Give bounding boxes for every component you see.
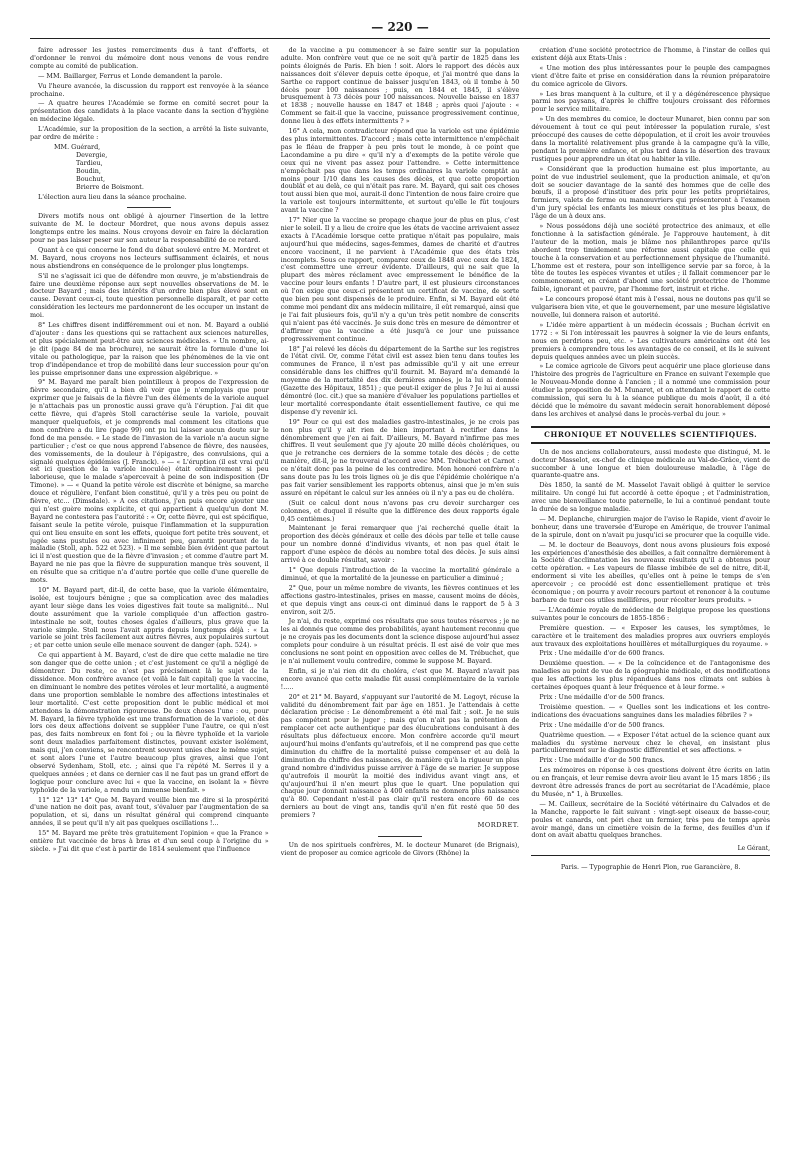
paragraph: (Suit ce calcul dont nous n'avons pas cru devoir surcharger ces colonnes, et duquel il résulte que la différence des deux rapports égale 0,45 centièmes.) bbox=[280, 498, 520, 523]
paragraph: « Une motion des plus intéressantes pour le peuple des campagnes vient d'être faite et prise en considération dans la réunion préparatoire du comice agricole de Givors. bbox=[531, 63, 771, 88]
paragraph: Un de nos spirituels confrères, M. le docteur Munaret (de Brignais), vient de proposer au comice agricole de Givors (Rhône) la bbox=[280, 841, 520, 857]
paragraph: Un de nos anciens collaborateurs, aussi modeste que distingué, M. le docteur Masselot, ex-chef de clinique médicale au Val-de-Grâce, vient de succomber à une longue et bien douloureuse maladie, à l'âge de quarante-quatre ans. bbox=[531, 447, 771, 480]
paragraph: » Considérant que la production humaine est plus importante, au point de vue industriel seulement, que la production animale, et qu'on doit se soucier davantage de la santé des hommes que de celle des bœufs, il a proposé d'instituer des prix pour les petits propriétaires, fermiers, valets de ferme ou manœuvriers qui présenteront à l'examen d'un jury spécial les enfants les mieux constitués et les plus beaux, de l'âge de un à deux ans. bbox=[531, 164, 771, 221]
paragraph: 18° J'ai relevé les décès du département de la Sarthe sur les registres de l'état civil. Or, comme l'état civil est assez bien tenu dans toutes les communes de France, il n'est pas admissible qu'il y ait une erreur considérable dans les chiffres qu'il fournit. M. Bayard m'a demandé la moyenne de la mortalité des dix dernières années, je la lui ai donnée (Gazette des Hôpitaux, 1851) ; que peut-il exiger de plus ? Je lui ai aussi démontré (loc. cit.) que sa manière d'évaluer les populations partielles et leur mortalité correspondante était essentiellement fautive, ce qui me dispense d'y revenir ici. bbox=[280, 344, 520, 416]
middle-column bbox=[281, 47, 520, 1117]
separator bbox=[127, 207, 171, 208]
paragraph: Deuxième question. — « De la coïncidence et de l'antagonisme des maladies au point de vue de la géographie médicale, et des modifications que les affections les plus répandues dans nos climats ont subies à certaines époques quant à leur fréquence et à leur forme. » bbox=[531, 659, 771, 692]
candidate: Brierre de Boismont. bbox=[76, 182, 144, 191]
paragraph: Enfin, si je n'ai rien dit du choléra, c'est que M. Bayard n'avait pas encore avancé que cette maladie fût aussi complémentaire de la variole !..... bbox=[280, 666, 520, 691]
paragraph: 11° 12° 13° 14° Que M. Bayard veuille bien me dire si la prospérité d'une nation ne doit pas, avant tout, s'évaluer par l'augmentation de sa population, et si, dans un résultat général qui comprend cinquante années, il se peut qu'il n'y ait pas quelques oscillations !... bbox=[30, 795, 269, 828]
header-rule bbox=[30, 38, 770, 39]
paragraph: » Les bras manquent à la culture, et il y a dégénérescence physique parmi nos paysans, d'après le chiffre toujours croissant des réformes pour le service militaire. bbox=[531, 89, 771, 114]
paragraph: faire adresser les justes remerciments dus à tant d'efforts, et d'ordonner le renvoi du mémoire dont nous venons de vous rendre compte au comité de publication. bbox=[30, 47, 269, 70]
author-signature: MORDRET. bbox=[477, 821, 520, 830]
paragraph: Vu l'heure avancée, la discussion du rapport est renvoyée à la séance prochaine. bbox=[30, 81, 269, 98]
paragraph: création d'une société protectrice de l'homme, à l'instar de celles qui existent déjà aux États-Unis : bbox=[531, 47, 771, 62]
paragraph: 1° Que depuis l'introduction de la vaccine la mortalité générale a diminué, et que la mortalité de la jeunesse en particulier a diminué ; bbox=[280, 566, 520, 582]
paragraph: — L'Académie royale de médecine de Belgique propose les questions suivantes pour le concours de 1855-1856 : bbox=[531, 605, 771, 622]
paragraph: S'il ne s'agissait ici que de défendre mon œuvre, je m'abstiendrais de faire une deuxième réponse aux sept nouvelles observations de M. le docteur Bayard ; mais des intérêts d'un ordre bien plus élevé sont en cause. Devant ceux-ci, toute question personnelle disparaît, et par cette considération les lecteurs me pardonneront de les occuper un instant de moi. bbox=[30, 271, 269, 320]
paragraph: 2° Que, pour un même nombre de vivants, les fièvres continues et les affections gastro-intestinales, prises en masse, causent moins de décès, et que depuis vingt ans ceux-ci ont diminué dans le rapport de 5 à 3 environ, soit 2/5. bbox=[280, 583, 520, 616]
paragraph: 10° M. Bayard part, dit-il, de cette base, que la variole élémentaire, isolée, est toujours bénigne ; que sa complication avec des maladies ayant leur siège dans les voies digestives fait toute sa malignité... Nul doute assurément que la variole compliquée d'un affection gastro-intestinale ne soit, toutes choses égales d'ailleurs, plus grave que la variole simple. Stoll nous l'avait appris depuis longtemps déjà : « La variole se joint très facilement aux autres fièvres, aux populaires surtout ; et par cette union seule elle menace souvent de danger (aph. 524). » bbox=[30, 586, 269, 650]
paragraph: — A quatre heures l'Académie se forme en comité secret pour la présentation des candidats à la place vacante dans la section d'hygiène en médecine légale. bbox=[30, 99, 269, 124]
left-column bbox=[30, 47, 269, 1117]
paragraph: Ce qui appartient à M. Bayard, c'est de dire que cette maladie ne tire son danger que de cette union ; et c'est justement ce qu'il a négligé de démontrer. Du reste, ce n'est pas précisément là le sujet de la dissidence. Mon confrère avance (et voilà le fait capital) que la vaccine, en diminuant le nombre des petites véroles et leur mortalité, a augmenté dans une proportion semblable le nombre des affections intestinales et leur mortalité. C'est cette proposition dont le public médical et moi attendons la démonstration rigoureuse. De deux choses l'une : ou, pour M. Bayard, la fièvre typhoïde est une transformation de la variole, et dès lors ces deux affections doivent se suppléer l'une l'autre, ce qui n'est pas, des faits nombreux en font foi ; ou la fièvre typhoïde et la variole sont deux maladies parfaitement distinctes, pouvant exister isolément, mais qui, j'en conviens, se rencontrent souvent unies chez le même sujet, et sont alors l'une et l'autre beaucoup plus graves, ainsi que l'ont observé Sydenham, Stoll, etc. ; ainsi que l'a répété M. Serres il y a quelques années ; et dans ce dernier cas il ne faut pas un grand effort de logique pour conclure avec lui « que la vaccine, en isolant la » fièvre typhoïde de la variole, a rendu un immense bienfait. » bbox=[30, 651, 269, 794]
paragraph: Prix : Une médaille d'or de 500 francs. bbox=[539, 692, 665, 701]
paragraph: L'élection aura lieu dans la séance prochaine. bbox=[38, 193, 187, 202]
colophon: Paris. — Typographie de Henri Plon, rue Garancière, 8. bbox=[560, 863, 741, 872]
candidate: Bouchut, bbox=[76, 174, 106, 183]
gerant-signature: Le Gérant, bbox=[737, 845, 771, 853]
paragraph: — MM. Baillarger, Ferrus et Londe demandent la parole. bbox=[38, 71, 223, 80]
page-number: — 220 — bbox=[371, 20, 429, 34]
paragraph: de la vaccine a pu commencer à se faire sentir sur la population adulte. Mon confrère veut que ce ne soit qu'à partir de 1825 dans les points éloignés de Paris. Eh bien ! soit. Alors le rapport des décès aux naissances doit s'élever depuis cette époque, et j'ai montré que dans la Sarthe ce rapport continue de baisser jusqu'en 1843, où il tombe à 50 décès pour 100 naissances ; puis, en 1844 et 1845, il s'élève brusquement à 73 décès pour 100 naissances. Nouvelle baisse en 1837 et 1838 ; nouvelle hausse en 1847 et 1848 ; après quoi j'ajoute : « Comment se fait-il que la vaccine, puissance progressivement continue, donne lieu à des effets intermittents ? » bbox=[280, 47, 520, 126]
paragraph: Je n'ai, du reste, exprimé ces résultats que sous toutes réserves ; je ne les ai donnés que comme des probabilités, ayant hautement reconnu que je ne croyais pas les documents dont la science dispose aujourd'hui assez complets pour conduire à un résultat précis. Il est aisé de voir que mes conclusions ne sont point en opposition avec celles de M. Trébuchet, que je n'ai nullement voulu contredire, comme le suppose M. Bayard. bbox=[280, 617, 520, 665]
paragraph: — M. Deplanche, chirurgien major de l'aviso le Rapide, vient d'avoir le bonheur, dans une traversée d'Europe en Amérique, de trouver l'animal de la spirule, dont on n'avait pu jusqu'ici se procurer que la coquille vide. bbox=[531, 514, 771, 539]
paragraph: » Le concours proposé étant mis à l'essai, nous ne doutons pas qu'il se vulgarisera bien vite, et que le gouvernement, par une mesure législative nouvelle, lui donnera raison et autorité. bbox=[531, 295, 771, 319]
colophon-rule bbox=[531, 855, 770, 856]
paragraph: — M. Cailleux, secrétaire de la Société vétérinaire du Calvados et de la Manche, rapporte le fait suivant : vingt-sept oiseaux de basse-cour, poules et canards, ont péri chez un fermier, très peu de temps après avoir mangé, dans un cimetière voisin de la ferme, des feuilles d'un if dont on avait abattu quelques branches. bbox=[531, 799, 771, 840]
paragraph: 19° Pour ce qui est des maladies gastro-intestinales, je ne crois pas non plus qu'il y ait rien de bien important à rectifier dans le dénombrement que j'en ai fait. D'ailleurs, M. Bayard n'infirme pas mes chiffres. Il veut seulement que j'y ajoute 20 mille décès cholériques, ou que je retranche ces derniers de la somme totale des décès ; de cette manière, dit-il, je ne trouverai d'accord avec MM. Trébuchet et Carnot : ce n'était donc pas la peine de les contredire. Mon honoré confrère n'a sans doute pas lu les trois lignes où je dis que l'épidémie cholérique n'a pas fait varier sensiblement les rapports obtenus, ainsi que je m'en suis assuré en répétant le calcul sur les années où il n'y a pas eu de choléra. bbox=[280, 417, 520, 497]
paragraph: Prix : Une médaille d'or de 500 francs. bbox=[539, 720, 665, 729]
paragraph: Les mémoires en réponse à ces questions doivent être écrits en latin ou en français, et leur remise devra avoir lieu avant le 15 mars 1856 ; ils devront être adressés francs de port au secrétariat de l'Académie, place du Musée, n° 1, à Bruxelles. bbox=[531, 766, 771, 798]
section-heading: CHRONIQUE ET NOUVELLES SCIENTIFIQUES. bbox=[531, 426, 770, 444]
paragraph: 15° M. Bayard me prête très gratuitement l'opinion « que la France » entière fut vaccinée de bras à bras et d'un seul coup à l'origine du » siècle. » J'ai dit que c'est à partir de 1814 seulement que l'influence bbox=[30, 829, 269, 853]
paragraph: Divers motifs nous ont obligé à ajourner l'insertion de la lettre suivante de M. le docteur Mordret, que nous avons depuis assez longtemps entre les mains. Nous croyons devoir en faire la déclaration pour ne pas laisser peser sur son auteur la responsabilité de ce retard. bbox=[30, 212, 269, 245]
paragraph: » Nous possédons déjà une société protectrice des animaux, et elle fonctionne à la satisfaction générale. Je l'approuve hautement, à dit l'auteur de la motion, mais je blâme nos philanthropes parce qu'ils abordent trop timidement une réforme aussi capitale que celle qui touche à la conservation et au perfectionnement physique de l'humanité. L'homme est et restera, pour son intelligence servie par sa force, à la tête de toutes les espèces vivantes et utiles ; il fallait commencer par le commencement, en créant d'abord une société protectrice de l'homme faible, ignorant et pauvre, par l'homme fort, instruit et riche. bbox=[531, 222, 771, 294]
paragraph: Maintenant je ferai remarquer que j'ai recherché quelle était la proportion des décès généraux et celle des décès par telle et telle cause pour un nombre donné d'individus vivants, et non pas quel était le rapport d'une espèce de décès au nombre total des décès. Je suis ainsi arrivé à ce double résultat, savoir : bbox=[280, 524, 520, 565]
paragraph: Prix : Une médaille d'or de 600 francs. bbox=[539, 649, 665, 658]
text-columns bbox=[30, 47, 770, 1117]
paragraph: 16° A cela, mon contradicteur répond que la variole est une épidémie des plus intermittentes. D'accord ; mais cette intermittence n'empêchait pas le fléau de frapper à peu près tout le monde, à ce point que Lacondamine a pu dire « qu'il n'y a d'exempts de la petite vérole que ceux qui ne vivent pas assez pour l'attendre. » Cette intermittence n'empêchait pas que dans les temps ordinaires la variole comptât au moins pour 1/10 dans les causes des décès, et que cette proportion doublât et au delà, ce qui n'était pas rare. M. Bayard, qui sait ces choses tout aussi bien que moi, aurait-il donc l'intention de nous faire croire que la variole est toujours intermittente, et surtout qu'elle le fût toujours avant la vaccine ? bbox=[280, 127, 520, 215]
right-column bbox=[531, 47, 770, 1117]
paragraph: Première question. — « Exposer les causes, les symptômes, le caractère et le traitement des maladies propres aux ouvriers employés aux travaux des exploitations houillères et métallurgiques du royaume. » bbox=[531, 623, 771, 648]
paragraph: Quant à ce qui concerne le fond du débat soulevé entre M. Mordret et M. Bayard, nous croyons nos lecteurs suffisamment éclairés, et nous nous abstiendrons en conséquence de le prolonger plus longtemps. bbox=[30, 245, 269, 270]
journal-page bbox=[30, 20, 770, 1145]
candidate: Boudin, bbox=[76, 166, 101, 175]
paragraph: Troisième question. — « Quelles sont les indications et les contre-indications des évacuations sanguines dans les maladies fébriles ? » bbox=[531, 702, 771, 719]
candidate: Tardieu, bbox=[76, 158, 103, 167]
paragraph: » Le comice agricole de Givors peut acquérir une place glorieuse dans l'histoire des progrès de l'agriculture en France en suivant l'exemple que le Nouveau-Monde donne à l'ancien ; il a nommé une commission pour étudier la proposition de M. Munaret, et on attendant le rapport de cette commission, qui sera lu à la séance publique du mois d'août, il a été décidé que le mémoire du savant médecin serait honorablement déposé dans les archives et analysé dans le procès-verbal du jour. » bbox=[531, 362, 771, 418]
paragraph: Dès 1850, la santé de M. Masselot l'avait obligé à quitter le service militaire. Un congé lui fut accordé à cette époque ; et l'administration, avec une bienveillance toute paternelle, le lui a continué pendant toute la durée de sa longue maladie. bbox=[531, 481, 771, 514]
paragraph: Prix : Une médaille d'or de 500 francs. bbox=[539, 756, 665, 765]
paragraph: 20° et 21° M. Bayard, s'appuyant sur l'autorité de M. Legoyt, récuse la validité du dénombrement fait par âge en 1851. Je l'attendais à cette déclaration précise : Le dénombrement a été mal fait ; soit. Je ne suis pas compétent pour le juger ; mais qu'on n'ait pas la prétention de remplacer cet acte authentique par des élucubrations conduisant à des résultats plus défectueux encore. Mon confrère accorde qu'il meurt aujourd'hui moins d'enfants qu'autrefois, et il ne comprend pas que cette diminution du chiffre de la mortalité puisse compenser et au delà la diminution du chiffre des naissances, de manière qu'à la rigueur un plus grand nombre d'individus puisse arriver à l'âge de se marier. Je suppose qu'autrefois il mourût la moitié des individus avant vingt ans, et qu'aujourd'hui il n'en meurt plus que le quart. Une population qui chaque jour donnait naissance à 400 enfants ne donnera plus naissance qu'à 80. Cependant n'est-il pas clair qu'il restera encore 60 de ces derniers au bout de vingt ans, tandis qu'il n'en fût resté que 50 des premiers ? bbox=[280, 692, 520, 820]
paragraph: » Un des membres du comice, le docteur Munaret, bien connu par son dévouement à tout ce qui peut intéresser la population rurale, s'est préoccupé des causes de cette dépopulation, et il croit les avoir trouvées dans la mortalité relativement plus grande à la campagne qu'à la ville, pendant la première enfance, et plus tard dans la désertion des travaux rustiques pour apprendre un état ou habiter la ville. bbox=[531, 115, 771, 163]
paragraph: L'Académie, sur la proposition de la section, a arrêté la liste suivante, par ordre de mérite : bbox=[30, 125, 269, 142]
paragraph: Quatrième question. — « Exposer l'état actuel de la science quant aux maladies du système nerveux chez le cheval, en insistant plus particulièrement sur le diagnostic différentiel et ses affections. » bbox=[531, 730, 771, 755]
paragraph: 8° Les chiffres disent indifféremment oui et non. M. Bayard a oublié d'ajouter : dans les questions qui se rattachent aux sciences naturelles, et plus spécialement peut-être aux sciences médicales. « Un nombre, ai-je dit (page 84 de ma brochure), ne saurait être la formule d'une loi vitale ou pathologique, par la raison que les phénomènes de la vie ont trop d'indépendance et trop de mobilité dans leur succession pour qu'on les puisse emprisonner dans une expression algébrique. » bbox=[30, 321, 269, 377]
separator bbox=[378, 836, 422, 837]
paragraph: 9° M. Bayard me paraît bien pointilleux à propos de l'expression de fièvre secondaire, qu'il a bien dû voir que je n'employais que pour exprimer que je faisais de la fièvre l'un des éléments de la variole auquel je n'attachais pas un pronostic aussi grave qu'à l'éruption. J'ai dit que cette fièvre, qui d'après Stoll caractérise seule la variole, pouvait manquer quelquefois, et je comprends mal comment les citations que mon confrère a du lire (page 99) ont pu lui laisser aucun doute sur le fond de ma pensée. « Le stade de l'invasion de la variole n'a aucun signe particulier ; c'est ce que nous apprend l'absence de fièvre, des nausées, des vomissements, de la douleur à l'épigastre, des convulsions, qui a signalé quelques épidémies (J. Franck). » — « L'éruption (il est vrai qu'il est ici question de la variole inoculée) était ordinairement si peu laborieuse, que le malade s'apercevait à peine de son indisposition (Dr Timone). » — « Quand la petite vérole est discrète et bénigne, sa marche douce et régulière, l'enfant bien constitué, qu'il y a très peu ou point de fièvre, etc... (Dimsdale). » A ces citations, j'en puis encore ajouter une qui n'est guère moins explicite, et qui appartient à quelqu'un dont M. Bayard ne contestera pas l'autorité : « Or, cette fièvre, qui est spécifique, faisant seule la petite vérole, puisque l'inflammation et la suppuration qui ont lieu ensuite en sont les effets, quoique fort petite très souvent, et jugée sans pustules ou avec infiniment peu, garantit pourtant de la maladie (Stoll, aph. 522 et 523). » Il me semble bien évident que partout ici il n'est question que de la fièvre d'invasion ; et comme d'autre part M. Bayard ne nie pas que la fièvre de suppuration manque très souvent, il en résulte que sa critique n'a d'autre portée que celle d'une querelle de mots. bbox=[30, 378, 269, 585]
paragraph: 17° Nier que la vaccine se propage chaque jour de plus en plus, c'est nier le soleil. Il y a lieu de croire que les états de vaccine arrivaient assez exacts à l'Académie lorsque cette pratique n'était pas populaire, mais aujourd'hui que médecins, sages-femmes, dames de charité et d'autres encore vaccinent, il ne parvient à l'Académie que des états très incomplets. Sous ce rapport, comparez ceux de 1848 avec ceux de 1824, c'est commettre une erreur évidente. D'ailleurs, qui ne sait que la plupart des mères réclament avec empressement le bénéfice de la vaccine pour leurs enfants ! D'autre part, il est plusieurs circonstances où l'on exige que ceux-ci présentent un certificat de vaccine, de sorte que bien peu sont dispensés de le produire. Enfin, si M. Bayard eût été comme moi pendant dix ans médecin militaire, il eût remarqué, ainsi que je l'ai fait plusieurs fois, qu'il n'y a qu'un très petit nombre de conscrits qui n'aient pas été vaccinés. Je suis donc très en mesure de démontrer et d'affirmer que la vaccine a été jusqu'à ce jour une puissance progressivement continue. bbox=[280, 216, 520, 343]
paragraph: — M. le docteur de Beauvoys, dont nous avons plusieurs fois exposé les expériences d'anesthésie des abeilles, a fait connaître dernièrement à la Société d'acclimatation les nouveaux résultats qu'il a obtenus pour cette opération. « Les vapeurs de filasse imbibée de sel de nitre, dit-il, endorment si vite les abeilles, qu'elles ont à peine le temps de s'en apercevoir ; ce procédé est donc essentiellement pratique et très économique ; on pourra y avoir recours partout et renoncer à la coutume barbare de tuer ces utiles mellifères, pour récolter leurs produits. » bbox=[531, 540, 771, 604]
paragraph: » L'idée mère appartient à un médecin écossais ; Buchan écrivit en 1772 : « Si l'on intéressait les pauvres à soigner la vie de leurs enfants, nous en perdrions peu, etc. » Les cultivateurs américains ont été les premiers à comprendre tous les avantages de ce conseil, et ils le suivent depuis quelques années avec un plein succès. bbox=[531, 320, 771, 361]
candidate-list bbox=[54, 144, 269, 191]
candidate: Devergie, bbox=[76, 150, 108, 159]
candidate: MM. Guérard, bbox=[54, 142, 101, 151]
